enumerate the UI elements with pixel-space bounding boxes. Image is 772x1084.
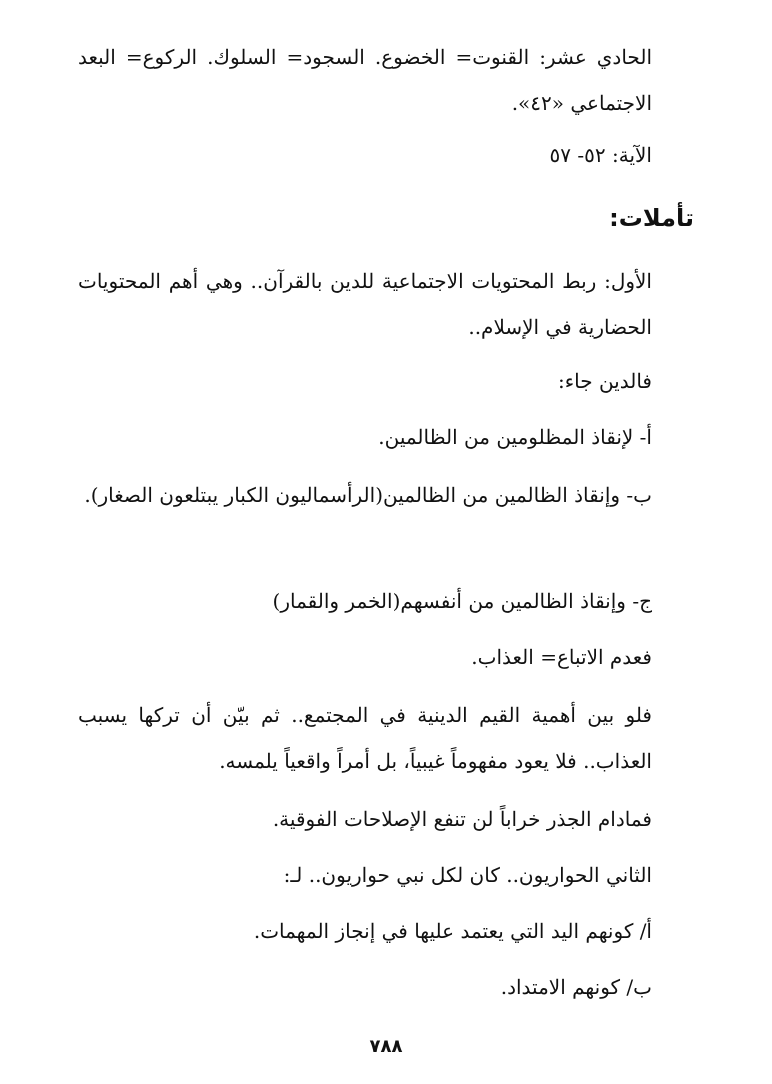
list-item-a: أ- لإنقاذ المظلومين من الظالمين. [378, 425, 652, 449]
paragraph-religion-came: فالدين جاء: [558, 369, 652, 393]
paragraph-religious-values: فلو بين أهمية القيم الدينية في المجتمع.. ثم بيّن أن تركها يسبب العذاب.. فلا يعود مفهوماً غيبياً، بل أمراً واقعياً يلمسه. [78, 703, 652, 773]
paragraph-punishment: فعدم الاتباع= العذاب. [471, 645, 652, 669]
list-item-c: ج- وإنقاذ الظالمين من أنفسهم(الخمر والقمار) [272, 589, 652, 613]
paragraph-eleventh: الحادي عشر: القنوت= الخضوع. السجود= السلوك. الركوع= البعد الاجتماعي «٤٢». [78, 45, 652, 115]
paragraph-first-reflection: الأول: ربط المحتويات الاجتماعية للدين بالقرآن.. وهي أهم المحتويات الحضارية في الإسلام.. [78, 269, 652, 339]
list-item-disciples-a: أ/ كونهم اليد التي يعتمد عليها في إنجاز المهمات. [253, 919, 652, 943]
page-number: ٧٨٨ [369, 1036, 403, 1057]
book-page [78, 0, 694, 1084]
list-item-b: ب- وإنقاذ الظالمين من الظالمين(الرأسماليون الكبار يبتلعون الصغار). [84, 483, 652, 507]
section-heading: تأملات: [609, 204, 694, 232]
paragraph-second-disciples: الثاني الحواريون.. كان لكل نبي حواريون.. لـ: [283, 863, 652, 887]
paragraph-roots: فمادام الجذر خراباً لن تنفع الإصلاحات الفوقية. [272, 807, 652, 831]
list-item-disciples-b: ب/ كونهم الامتداد. [500, 975, 652, 999]
paragraph-verse-range: الآية: ٥٢- ٥٧ [549, 143, 652, 167]
